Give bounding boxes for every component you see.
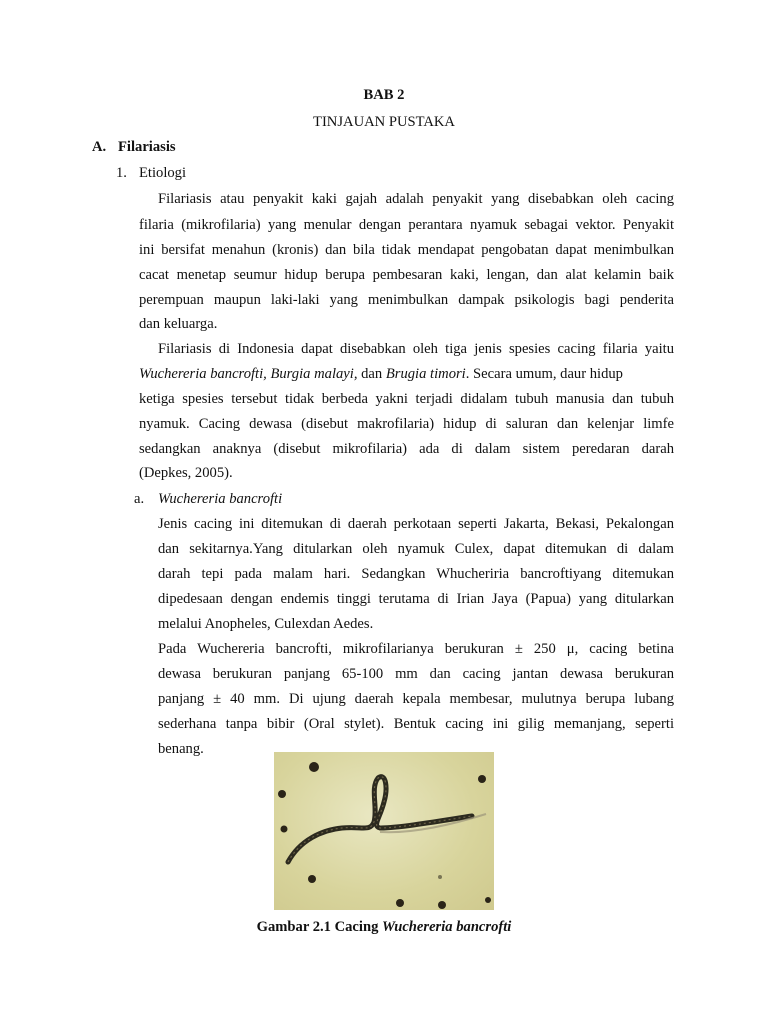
section-a-heading: Filariasis (118, 139, 176, 155)
section-a-marker: A. (92, 139, 107, 155)
para1-line: dan keluarga. (139, 316, 218, 332)
chapter-number: BAB 2 (363, 87, 405, 103)
para3-line: dipedesaan dengan endemis tinggi terutama di Irian Jaya (Papua) yang ditularkan (158, 591, 674, 607)
subsection-1-heading: Etiologi (139, 165, 187, 181)
species-wuchereria-burgia: Wuchereria bancrofti, Burgia malayi, (139, 366, 358, 382)
para4-line: Pada Wuchereria bancrofti, mikrofilarianya berukuran ± 250 μ, cacing betina (158, 641, 674, 657)
para1-line: cacat menetap seumur hidup berupa pembesaran kaki, lengan, dan alat kelamin baik (139, 267, 674, 283)
para1-line: perempuan maupun laki-laki yang menimbulkan dampak psikologis bagi penderita (139, 292, 674, 308)
caption-prefix: Gambar 2.1 Cacing (256, 919, 383, 935)
para2-line2-rest: . Secara umum, daur hidup (465, 366, 623, 382)
chapter-title: TINJAUAN PUSTAKA (313, 114, 455, 130)
para4-line: benang. (158, 741, 204, 757)
para3-line: dan sekitarnya.Yang ditularkan oleh nyamuk Culex, dapat ditemukan di dalam (158, 541, 674, 557)
caption-species: Wuchereria bancrofti (382, 919, 512, 935)
para2-line: (Depkes, 2005). (139, 465, 233, 481)
subsection-a-heading: Wuchereria bancrofti (158, 491, 283, 507)
para4-line: panjang ± 40 mm. Di ujung daerah kepala membesar, mulutnya berupa lubang (158, 691, 674, 707)
subsection-1-marker: 1. (116, 165, 127, 181)
species-brugia-timori: Brugia timori (385, 366, 466, 382)
subsection-a-marker: a. (134, 491, 145, 507)
para1-line: Filariasis atau penyakit kaki gajah adalah penyakit yang disebabkan oleh cacing (158, 191, 674, 207)
para1-line: filaria (mikrofilaria) yang menular dengan perantara nyamuk sebagai vektor. Penyakit (139, 217, 674, 233)
para2-line: Filariasis di Indonesia dapat disebabkan oleh tiga jenis spesies cacing filaria yaitu (158, 341, 674, 357)
conjunction-text: dan (357, 366, 386, 382)
para3-line: Jenis cacing ini ditemukan di daerah perkotaan seperti Jakarta, Bekasi, Pekalongan (158, 516, 674, 532)
para3-line: darah tepi pada malam hari. Sedangkan Whucheriria bancroftiyang ditemukan (158, 566, 674, 582)
para3-line: melalui Anopheles, Culexdan Aedes. (158, 616, 374, 632)
figure-caption (0, 920, 768, 935)
para2-line: sedangkan anaknya (disebut mikrofilaria) ada di dalam sistem peredaran darah (139, 441, 674, 457)
para2-line: nyamuk. Cacing dewasa (disebut makrofilaria) hidup di saluran dan kelenjar limfe (139, 416, 674, 432)
worm-microscope-image (274, 752, 494, 910)
para2-species-line (139, 367, 674, 382)
para1-line: ini bersifat menahun (kronis) dan bila tidak mendapat pengobatan dapat menimbulkan (139, 242, 674, 258)
para2-line: ketiga spesies tersebut tidak berbeda yakni terjadi didalam tubuh manusia dan tubuh (139, 391, 674, 407)
para4-line: dewasa berukuran panjang 65-100 mm dan cacing jantan dewasa berukuran (158, 666, 674, 682)
para4-line: sederhana tanpa bibir (Oral stylet). Bentuk cacing ini gilig memanjang, seperti (158, 716, 674, 732)
